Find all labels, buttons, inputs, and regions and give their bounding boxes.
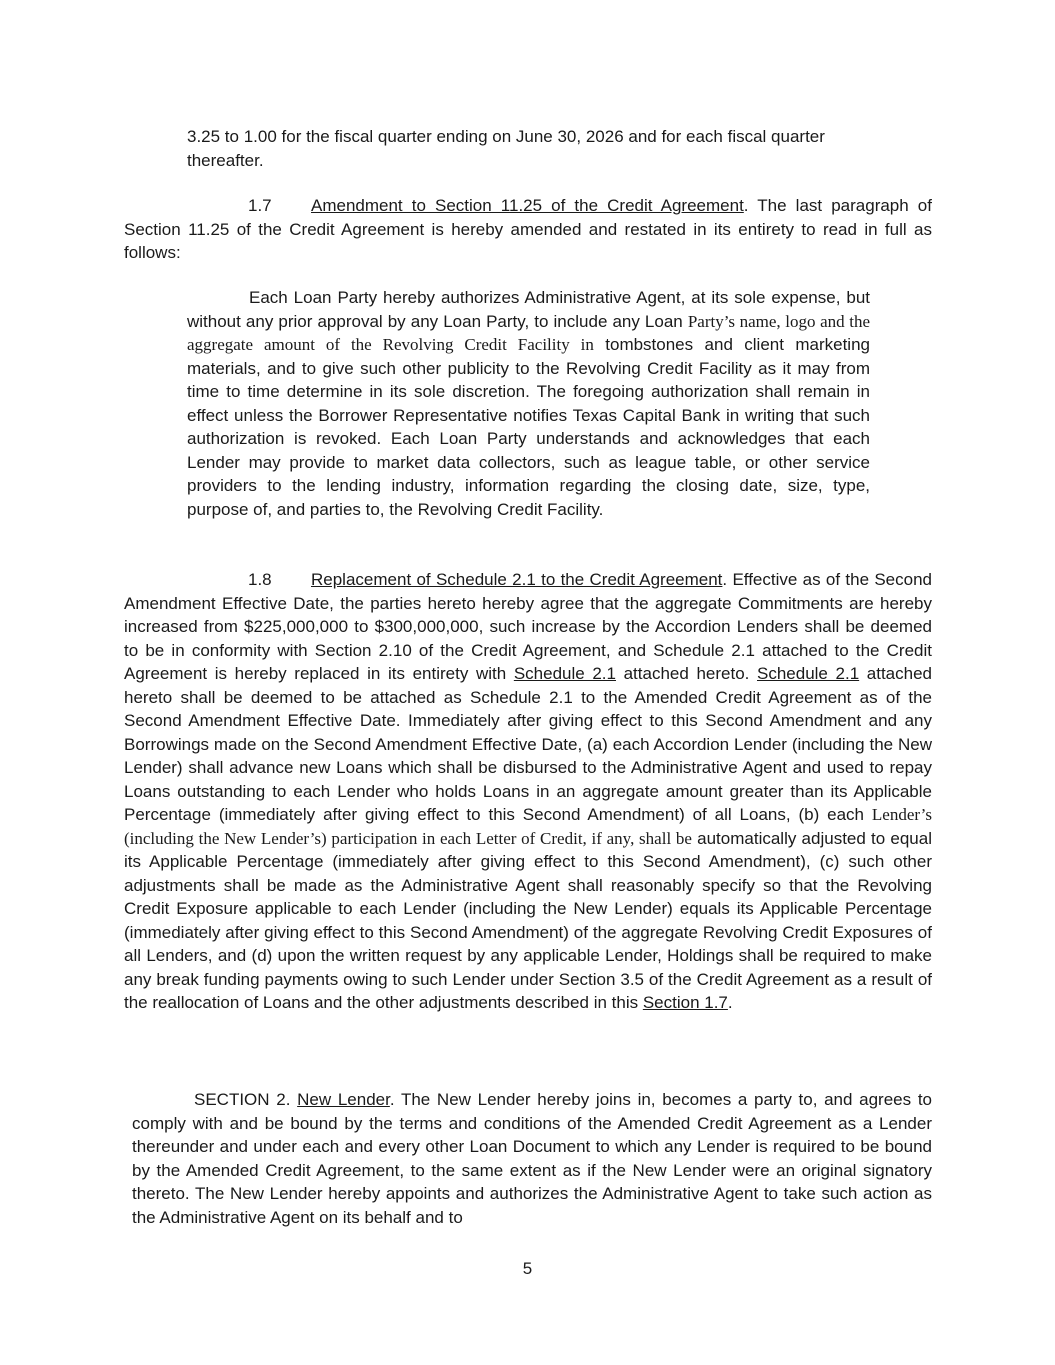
- quote-part-1: Each Loan Party hereby authorizes Administrative Agent, at its sole expense, but without any prior approval by any Loan Party, to include any Loan: [187, 288, 870, 331]
- schedule-2-1-reference-2: Schedule 2.1: [757, 664, 860, 683]
- section-1-8-serif-text: Lender’s (including the New Lender’s) participation in each Letter of Credit, if any, shall be: [124, 805, 932, 848]
- section-1-8-text-3: attached hereto shall be deemed to be attached as Schedule 2.1 to the Amended Credit Agreement as of the Second Amendment Effective Date. Immediately after giving effect to this Second Amendment and any Borrowings made on the Second Amendment Effective Date, (a) each Accordion Lender (including the New Lender) shall advance new Loans which shall be disbursed to the Administrative Agent and used to repay Loans outstanding to each Lender who holds Loans in an aggregate amount greater than its Applicable Percentage (immediately after giving effect to this Second Amendment) of all Loans, (b) each: [124, 664, 932, 824]
- section-2-paragraph: [132, 1088, 932, 1229]
- section-1-8-heading: Replacement of Schedule 2.1 to the Credit Agreement: [311, 570, 723, 589]
- section-1-8-paragraph: [124, 568, 932, 1015]
- schedule-2-1-reference-1: Schedule 2.1: [513, 664, 616, 683]
- quote-part-2: Party’s name, logo and the aggregate amount of the Revolving Credit Facility in: [187, 311, 870, 354]
- section-1-7-text: . The last paragraph of Section 11.25 of the Credit Agreement is hereby amended and restated in its entirety to read in full as follows:: [124, 196, 932, 262]
- section-2-label: SECTION 2.: [194, 1090, 291, 1109]
- quote-part-3: tombstones and client marketing materials, and to give such other publicity to the Revolving Credit Facility as it may from time to time determine in its sole discretion. The foregoing authorization shall remain in effect unless the Borrower Representative notifies Texas Capital Bank in writing that such authorization is revoked. Each Loan Party understands and acknowledges that each Lender may provide to market data collectors, such as league table, or other service providers to the lending industry, information regarding the closing date, size, type, purpose of, and parties to, the Revolving Credit Facility.: [187, 335, 870, 519]
- section-1-7-reference: Section 1.7: [642, 993, 728, 1012]
- section-1-8-text-1: . Effective as of the Second Amendment Effective Date, the parties hereto hereby agree that the aggregate Commitments are hereby increased from $225,000,000 to $300,000,000, such increase by the Accordion Lenders shall be deemed to be in conformity with Section 2.10 of the Credit Agreement, and Schedule 2.1 attached to the Credit Agreement is hereby replaced in its entirety with: [124, 570, 932, 683]
- section-1-8-text-2: attached hereto.: [615, 664, 757, 683]
- section-1-7-paragraph: [124, 194, 932, 265]
- section-1-8-end: .: [727, 993, 733, 1012]
- section-2-heading: New Lender: [297, 1090, 390, 1109]
- continuation-paragraph: 3.25 to 1.00 for the fiscal quarter ending on June 30, 2026 and for each fiscal quarter thereafter.: [187, 127, 825, 170]
- section-2-text: . The New Lender hereby joins in, becomes a party to, and agrees to comply with and be bound by the terms and conditions of the Amended Credit Agreement as a Lender thereunder and under each and every other Loan Document to which any Lender is required to be bound by the Amended Credit Agreement, to the same extent as if the New Lender were an original signatory thereto. The New Lender hereby appoints and authorizes the Administrative Agent to take such action as the Administrative Agent on its behalf and to: [132, 1090, 932, 1227]
- section-1-8-text-4: automatically adjusted to equal its Applicable Percentage (immediately after giving effect to this Second Amendment), (c) such other adjustments shall be made as the Administrative Agent shall reasonably specify so that the Revolving Credit Exposure applicable to each Lender (including the New Lender) equals its Applicable Percentage (immediately after giving effect to this Second Amendment) of the aggregate Revolving Credit Exposures of all Lenders, and (d) upon the written request by any applicable Lender, Holdings shall be required to make any break funding payments owing to such Lender under Section 3.5 of the Credit Agreement as a result of the reallocation of Loans and the other adjustments described in this: [124, 828, 932, 1012]
- section-1-7-heading: Amendment to Section 11.25 of the Credit Agreement: [311, 196, 744, 215]
- page-number: 5: [522, 1259, 533, 1278]
- section-1-8-number: 1.8: [248, 570, 272, 589]
- section-1-7-number: 1.7: [248, 196, 272, 215]
- quoted-paragraph: [187, 286, 870, 521]
